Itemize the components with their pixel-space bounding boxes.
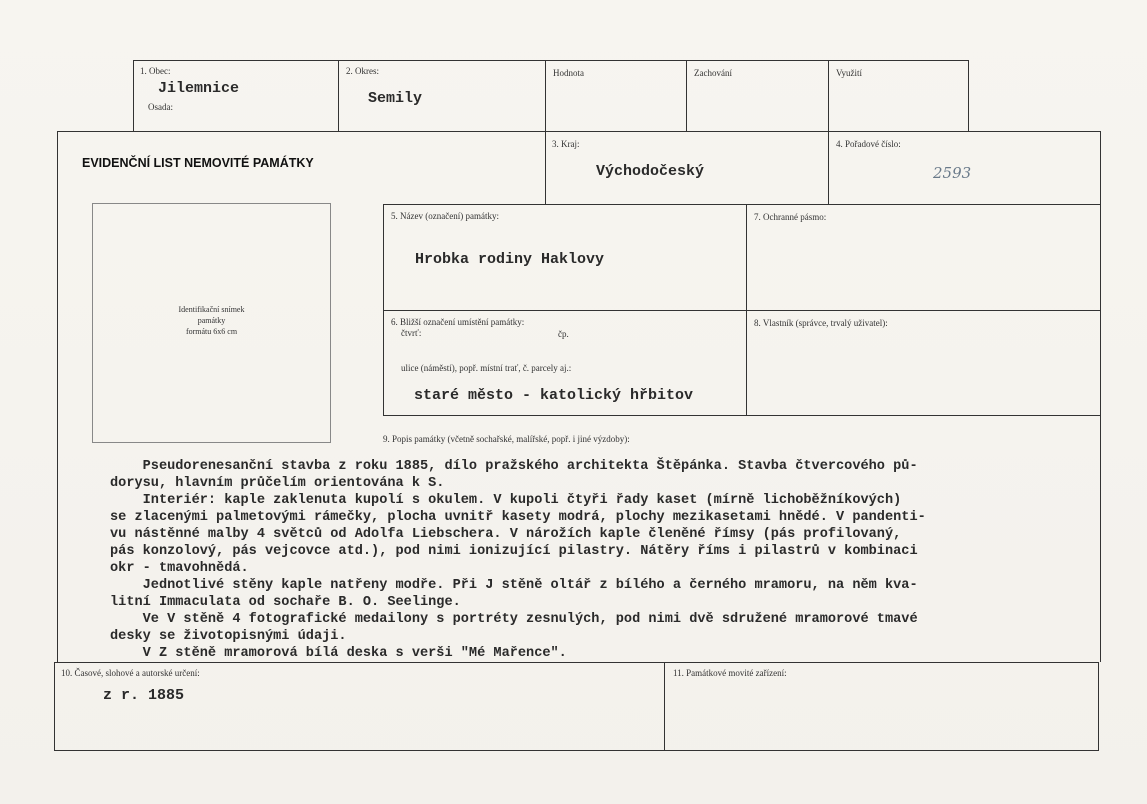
umisteni-label: 6. Bližší označení umístění památky: bbox=[391, 317, 525, 327]
rule bbox=[54, 750, 1099, 751]
popis-line: litní Immaculata od sochaře B. O. Seelinge. bbox=[110, 595, 461, 610]
popis-line: Pseudorenesanční stavba z roku 1885, dílo pražského architekta Štěpánka. Stavba čtvercového pů- bbox=[110, 459, 918, 474]
rule bbox=[383, 415, 1101, 416]
rule bbox=[383, 204, 1101, 205]
nazev-value: Hrobka rodiny Haklovy bbox=[415, 251, 605, 268]
osada-label: Osada: bbox=[148, 102, 173, 112]
kraj-label: 3. Kraj: bbox=[552, 139, 580, 149]
popis-line: V Z stěně mramorová bílá deska s verši "Mé Mařence". bbox=[110, 646, 567, 661]
popis-line: vu nástěnné malby 4 světců od Adolfa Liebschera. V nárožích kaple členěné římsy (pás profilovaný, bbox=[110, 527, 902, 542]
rule bbox=[1098, 662, 1099, 751]
photo-placeholder bbox=[92, 203, 331, 443]
photo-caption-line: Identifikační snímek bbox=[178, 305, 245, 314]
umisteni-value: staré město - katolický hřbitov bbox=[414, 387, 694, 404]
obec-label: 1. Obec: bbox=[140, 66, 171, 76]
popis-line: pás konzolový, pás vejcovce atd.), pod nimi ionizující pilastry. Nátěry říms i pilastrů v kombinaci bbox=[110, 544, 918, 559]
rule bbox=[57, 131, 58, 662]
rule bbox=[545, 60, 546, 132]
hodnota-label: Hodnota bbox=[553, 68, 584, 78]
rule bbox=[133, 60, 969, 61]
movite-zarizeni-label: 11. Památkové movité zařízení: bbox=[673, 668, 787, 678]
popis-line: Interiér: kaple zaklenuta kupolí s okulem. V kupoli čtyři řady kaset (mírně lichoběžníkových) bbox=[110, 493, 902, 508]
rule bbox=[54, 662, 55, 751]
okres-value: Semily bbox=[368, 90, 423, 107]
popis-text bbox=[110, 458, 1090, 662]
ochranne-pasmo-label: 7. Ochranné pásmo: bbox=[754, 212, 827, 222]
nazev-label: 5. Název (označení) památky: bbox=[391, 211, 499, 221]
ulice-label: ulice (náměstí), popř. místní trať, č. parcely aj.: bbox=[401, 363, 572, 373]
kraj-value: Východočeský bbox=[596, 163, 705, 180]
ctvrt-label: čtvrť: bbox=[401, 328, 422, 338]
rule bbox=[57, 131, 1101, 132]
rule bbox=[338, 60, 339, 132]
popis-line: desky se životopisnými údaji. bbox=[110, 629, 347, 644]
photo-caption-line: památky bbox=[197, 316, 226, 325]
rule bbox=[968, 60, 969, 132]
rule bbox=[828, 131, 829, 205]
popis-line: Jednotlivé stěny kaple natřeny modře. Při J stěně oltář z bílého a černého mramoru, na něm kva- bbox=[110, 578, 918, 593]
popis-line: dorysu, hlavním průčelím orientována k S. bbox=[110, 476, 445, 491]
rule bbox=[133, 60, 134, 132]
cp-label: čp. bbox=[558, 329, 569, 339]
rule bbox=[383, 310, 1101, 311]
popis-label: 9. Popis památky (včetně sochařské, malířské, popř. i jiné výzdoby): bbox=[383, 434, 630, 444]
photo-caption bbox=[93, 304, 330, 337]
popis-line: se zlacenými palmetovými rámečky, plocha uvnitř kasety modrá, plochy mezikasetami hnědé. V pandenti- bbox=[110, 510, 926, 525]
zachovani-label: Zachování bbox=[694, 68, 732, 78]
rule bbox=[686, 60, 687, 132]
poradove-cislo-label: 4. Pořadové číslo: bbox=[836, 139, 901, 149]
urceni-value: z r. 1885 bbox=[103, 687, 185, 704]
vyuziti-label: Využití bbox=[836, 68, 862, 78]
popis-line: Ve V stěně 4 fotografické medailony s portréty zesnulých, pod nimi dvě sdružené mramorové tmavé bbox=[110, 612, 918, 627]
rule bbox=[664, 662, 665, 751]
obec-value: Jilemnice bbox=[158, 80, 240, 97]
photo-caption-line: formátu 6x6 cm bbox=[185, 327, 238, 336]
okres-label: 2. Okres: bbox=[346, 66, 379, 76]
rule bbox=[1100, 131, 1101, 662]
poradove-cislo-value: 2593 bbox=[933, 164, 972, 182]
popis-line: okr - tmavohnědá. bbox=[110, 561, 249, 576]
rule bbox=[545, 131, 546, 205]
rule bbox=[54, 662, 1099, 663]
urceni-label: 10. Časové, slohové a autorské určení: bbox=[61, 668, 200, 678]
form-title: EVIDENČNÍ LIST NEMOVITÉ PAMÁTKY bbox=[82, 156, 314, 170]
vlastnik-label: 8. Vlastník (správce, trvalý uživatel): bbox=[754, 318, 888, 328]
rule bbox=[828, 60, 829, 132]
